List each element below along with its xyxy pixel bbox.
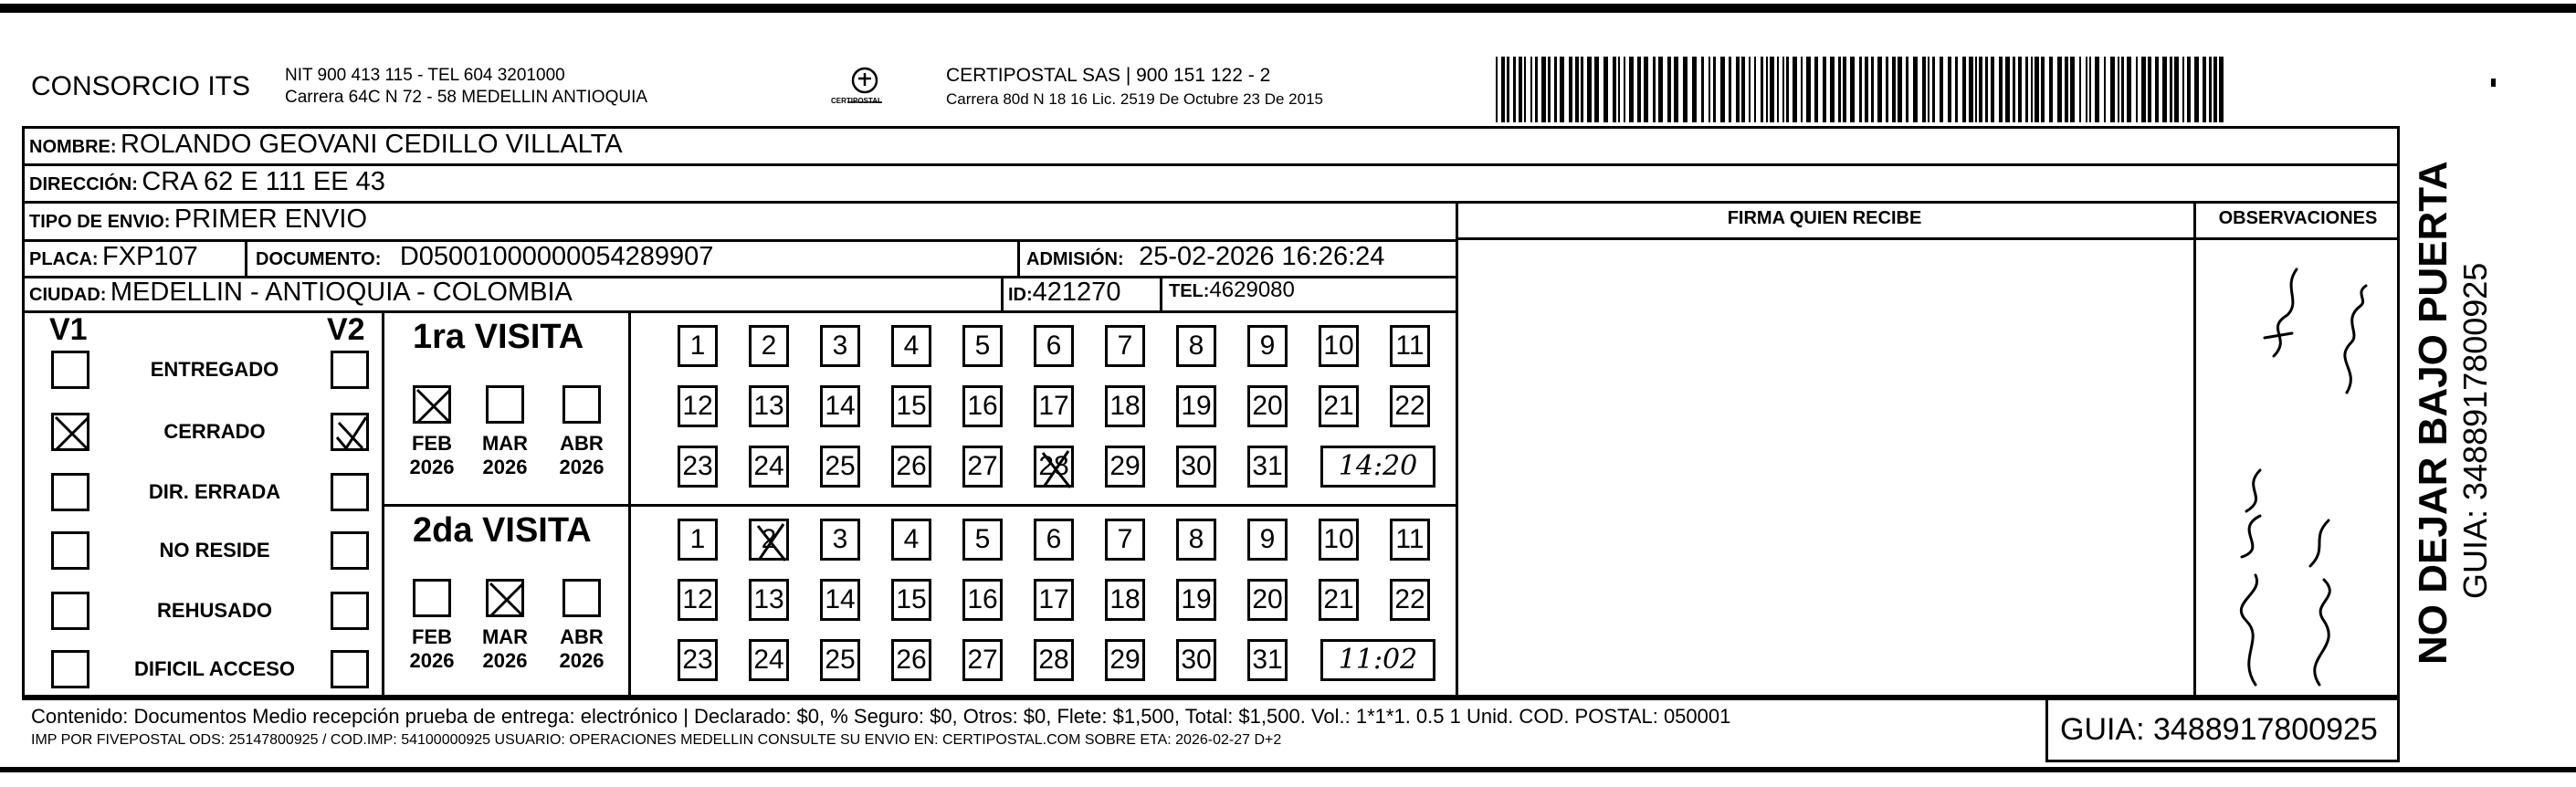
barcode-bar	[2086, 57, 2087, 122]
barcode-bar	[1667, 57, 1671, 122]
tel-label: TEL:	[1169, 281, 1210, 301]
barcode-bar	[2155, 57, 2159, 122]
nombre-row	[29, 130, 623, 160]
barcode-bar	[1501, 57, 1505, 122]
day-box[interactable]: 15	[891, 579, 931, 621]
barcode-bar	[2213, 57, 2217, 122]
day-box[interactable]: 21	[1319, 385, 1359, 427]
v2-header: V2	[327, 312, 365, 347]
barcode-bar	[1806, 57, 1811, 122]
barcode-bar	[2035, 57, 2039, 122]
day-box[interactable]: 26	[891, 639, 931, 681]
tipo-row	[29, 205, 367, 235]
barcode-bar	[1709, 57, 1710, 122]
barcode-bar	[1507, 57, 1509, 122]
day-box[interactable]: 19	[1176, 579, 1216, 621]
barcode-bar	[2089, 57, 2091, 122]
barcode-bar	[1985, 57, 1988, 122]
courier-address: Carrera 80d N 18 16 Lic. 2519 De Octubre 23 De 2015	[946, 90, 1323, 108]
footer-right	[2397, 698, 2400, 761]
tel-value: 4629080	[1209, 278, 1295, 302]
v1-checkbox[interactable]	[51, 531, 89, 570]
barcode-bar	[1865, 57, 1868, 122]
barcode-bar	[2110, 57, 2115, 122]
barcode-bar	[1720, 57, 1725, 122]
barcode-bar	[2095, 57, 2099, 122]
ciudad-label: CIUDAD:	[29, 285, 107, 305]
time-box[interactable]: 14:20	[1320, 446, 1435, 488]
v2-checkbox[interactable]	[331, 351, 369, 389]
barcode-bar	[1692, 57, 1697, 122]
day-box[interactable]: 11	[1390, 519, 1430, 561]
barcode-bar	[1713, 57, 1716, 122]
barcode-bar	[1741, 57, 1745, 122]
month-label: ABR	[560, 625, 604, 648]
barcode-bar	[1770, 57, 1774, 122]
documento-label: DOCUMENTO:	[256, 249, 382, 269]
barcode-bar	[2141, 57, 2146, 122]
day-box[interactable]: 17	[1034, 579, 1074, 621]
footer-bottom	[2045, 760, 2400, 762]
month-label: ABR	[560, 432, 604, 455]
status-label: DIR. ERRADA	[148, 480, 281, 503]
row-divider	[1456, 237, 2400, 240]
barcode-bar	[1838, 57, 1841, 122]
day-box[interactable]: 6	[1034, 325, 1074, 367]
barcode-bar	[1701, 57, 1704, 122]
scan-edge-top	[0, 4, 2576, 13]
barcode-bar	[1594, 57, 1599, 122]
direccion-value: CRA 62 E 111 EE 43	[142, 167, 385, 196]
footer-guia: GUIA: 3488917800925	[2060, 712, 2378, 747]
month-label: MAR	[481, 625, 529, 648]
barcode-bar	[1975, 57, 1977, 122]
admision-value: 25-02-2026 16:26:24	[1139, 242, 1385, 271]
barcode-bar	[1871, 57, 1874, 122]
barcode-bar	[1496, 57, 1498, 122]
barcode-bar	[1877, 57, 1882, 122]
barcode-bar	[1524, 57, 1526, 122]
footer-line-2: IMP POR FIVEPOSTAL ODS: 25147800925 / COD.IMP: 54100000925 USUARIO: OPERACIONES MEDELLIN CONSULTE SU ENVIO EN: CERTIPOSTAL.COM SOBRE ETA: 2026-02-27 D+2	[31, 732, 1282, 748]
barcode-bar	[2065, 57, 2068, 122]
day-box[interactable]: 5	[962, 325, 1003, 367]
day-box[interactable]: 28	[1034, 446, 1074, 488]
v1-checkbox[interactable]	[51, 413, 89, 451]
id-row	[1008, 278, 1120, 308]
barcode-bar	[1613, 57, 1616, 122]
barcode-bar	[1674, 57, 1678, 122]
barcode-bar	[2148, 57, 2151, 122]
logo-text: CERTIPOSTAL	[831, 97, 882, 105]
day-box[interactable]: 16	[962, 385, 1003, 427]
barcode-bar	[2013, 57, 2015, 122]
barcode-bar	[2219, 57, 2224, 122]
id-value: 421270	[1032, 278, 1121, 307]
col-divider	[1001, 276, 1004, 310]
day-box[interactable]: 19	[1176, 385, 1216, 427]
barcode-bar	[1782, 57, 1784, 122]
footer-line-1: Contenido: Documentos Medio recepción prueba de entrega: electrónico | Declarado: $0, % Seguro: $0, Otros: $0, Flete: $1,500, Total: $1,500. Vol.: 1*1*1. 0.5 1 Unid. COD. POSTAL: 050001	[31, 705, 1731, 728]
year-label: 2026	[559, 456, 605, 478]
barcode-bar	[2127, 57, 2131, 122]
barcode-bar	[1541, 57, 1546, 122]
tipo-label: TIPO DE ENVIO:	[29, 212, 171, 232]
v2-checkbox[interactable]	[331, 592, 369, 630]
status-label: ENTREGADO	[150, 358, 279, 381]
barcode-bar	[1777, 57, 1779, 122]
placa-value: FXP107	[102, 242, 198, 271]
day-box[interactable]: 31	[1247, 446, 1288, 488]
month-label: MAR	[481, 432, 529, 455]
day-box[interactable]: 5	[962, 519, 1003, 561]
day-box[interactable]: 20	[1247, 385, 1288, 427]
day-box[interactable]: 3	[820, 519, 860, 561]
col-divider	[1456, 201, 1458, 698]
barcode-bar	[1850, 57, 1855, 122]
day-box[interactable]: 3	[820, 325, 860, 367]
day-box[interactable]: 13	[749, 385, 789, 427]
barcode-bar	[1761, 57, 1763, 122]
v1-checkbox[interactable]	[51, 351, 89, 389]
tel-row	[1169, 278, 1295, 303]
barcode-bar	[1786, 57, 1789, 122]
barcode-bar	[2041, 57, 2045, 122]
barcode-bar	[1754, 57, 1756, 122]
month-checkbox[interactable]	[413, 579, 451, 617]
barcode-bar	[2162, 57, 2167, 122]
day-box[interactable]: 14	[820, 579, 860, 621]
month-checkbox[interactable]	[486, 385, 524, 424]
barcode-bar	[1999, 57, 2003, 122]
barcode-bar	[2018, 57, 2022, 122]
year-label: 2026	[409, 456, 455, 478]
year-label: 2026	[559, 649, 605, 672]
ciudad-value: MEDELLIN - ANTIOQUIA - COLOMBIA	[110, 278, 573, 307]
month-checkbox[interactable]	[413, 385, 451, 424]
day-box[interactable]: 30	[1176, 639, 1216, 681]
barcode-bar	[1644, 57, 1648, 122]
day-box[interactable]: 9	[1247, 519, 1288, 561]
barcode-bar	[2070, 57, 2075, 122]
status-label: CERRADO	[163, 420, 266, 443]
col-divider	[1160, 276, 1162, 310]
company-nit: NIT 900 413 115 - TEL 604 3201000	[285, 66, 565, 85]
barcode-bar	[1519, 57, 1522, 122]
barcode-bar	[1629, 57, 1634, 122]
barcode-bar	[2031, 57, 2033, 122]
month-checkbox[interactable]	[486, 579, 524, 617]
barcode-bar	[2170, 57, 2172, 122]
barcode-bar	[1801, 57, 1803, 122]
status-label: DIFICIL ACCESO	[133, 657, 295, 680]
day-box[interactable]: 27	[962, 639, 1003, 681]
barcode-bar	[1653, 57, 1656, 122]
day-box[interactable]: 1	[678, 325, 718, 367]
barcode-bar	[1928, 57, 1929, 122]
v1-checkbox[interactable]	[51, 473, 89, 511]
day-box[interactable]: 23	[678, 639, 718, 681]
nombre-label: NOMBRE:	[29, 137, 117, 157]
day-box[interactable]: 8	[1176, 325, 1216, 367]
day-box[interactable]: 16	[962, 579, 1003, 621]
barcode-bar	[1624, 57, 1625, 122]
company-name: CONSORCIO ITS	[31, 71, 251, 101]
month-label: FEB	[412, 432, 452, 455]
v1-header: V1	[49, 312, 88, 347]
day-box[interactable]: 15	[891, 385, 931, 427]
admision-label: ADMISIÓN:	[1026, 249, 1124, 269]
month-label: FEB	[412, 625, 452, 648]
company-address: Carrera 64C N 72 - 58 MEDELLIN ANTIOQUIA	[285, 88, 648, 107]
day-box[interactable]: 18	[1105, 579, 1145, 621]
barcode-bar	[2025, 57, 2028, 122]
barcode-bar	[1560, 57, 1564, 122]
barcode-bar	[1658, 57, 1663, 122]
barcode-bar	[1898, 57, 1902, 122]
day-box[interactable]: 12	[678, 385, 718, 427]
day-box[interactable]: 27	[962, 446, 1003, 488]
courier-name: CERTIPOSTAL SAS | 900 151 122 - 2	[946, 65, 1271, 86]
day-box[interactable]: 20	[1247, 579, 1288, 621]
direccion-label: DIRECCIÓN:	[29, 174, 138, 194]
barcode-bar	[2118, 57, 2119, 122]
day-box[interactable]: 8	[1176, 519, 1216, 561]
col-divider	[245, 239, 247, 276]
placa-label: PLACA:	[29, 249, 99, 269]
day-box[interactable]: 13	[749, 579, 789, 621]
side-warning: NO DEJAR BAJO PUERTA	[2411, 161, 2455, 665]
barcode-bar	[1569, 57, 1572, 122]
barcode-bar	[2187, 57, 2191, 122]
day-box[interactable]: 2	[749, 325, 789, 367]
barcode-bar	[1749, 57, 1751, 122]
barcode-bar	[1618, 57, 1620, 122]
day-box[interactable]: 24	[749, 446, 789, 488]
barcode-bar	[1991, 57, 1994, 122]
day-box[interactable]: 23	[678, 446, 718, 488]
barcode-bar	[1513, 57, 1516, 122]
day-box[interactable]: 11	[1390, 325, 1430, 367]
v2-checkbox[interactable]	[331, 650, 369, 688]
barcode-bar	[1554, 57, 1557, 122]
barcode-bar	[2203, 57, 2206, 122]
day-box[interactable]: 30	[1176, 446, 1216, 488]
v2-checkbox[interactable]	[331, 413, 369, 451]
year-label: 2026	[482, 649, 528, 672]
direccion-row	[29, 167, 385, 197]
scan-speck	[2491, 79, 2496, 87]
day-box[interactable]: 10	[1319, 325, 1359, 367]
day-box[interactable]: 29	[1105, 639, 1145, 681]
barcode-bar	[2121, 57, 2124, 122]
status-label: NO RESIDE	[159, 539, 270, 561]
barcode-bar	[1548, 57, 1551, 122]
barcode-bar	[1830, 57, 1835, 122]
row-divider	[22, 163, 2400, 166]
admision-row	[1026, 242, 1384, 272]
barcode-bar	[1581, 57, 1583, 122]
barcode-bar	[2194, 57, 2199, 122]
ciudad-row	[29, 278, 573, 308]
barcode-bar	[1587, 57, 1592, 122]
day-box[interactable]: 22	[1390, 385, 1430, 427]
barcode-bar	[1793, 57, 1797, 122]
day-box[interactable]: 14	[820, 385, 860, 427]
day-box[interactable]: 2	[749, 519, 789, 561]
barcode-bar	[1736, 57, 1740, 122]
year-label: 2026	[409, 649, 455, 672]
first-visit-label: 1ra VISITA	[413, 318, 584, 356]
time-box[interactable]: 11:02	[1320, 639, 1435, 681]
v1-checkbox[interactable]	[51, 592, 89, 630]
barcode-bar	[1530, 57, 1532, 122]
footer-divider	[2045, 698, 2048, 761]
barcode-bar	[1823, 57, 1826, 122]
day-box[interactable]: 12	[678, 579, 718, 621]
observaciones-label: OBSERVACIONES	[2218, 208, 2378, 228]
day-box[interactable]: 1	[678, 519, 718, 561]
v2-checkbox[interactable]	[331, 531, 369, 570]
col-divider	[2193, 201, 2196, 698]
nombre-value: ROLANDO GEOVANI CEDILLO VILLALTA	[121, 130, 623, 159]
barcode-bar	[1906, 57, 1908, 122]
barcode-bar	[1969, 57, 1973, 122]
id-label: ID:	[1008, 285, 1033, 305]
barcode-bar	[2079, 57, 2081, 122]
firma-label: FIRMA QUIEN RECIBE	[1727, 208, 1922, 228]
barcode-bar	[2049, 57, 2053, 122]
documento-value: D05001000000054289907	[399, 242, 714, 271]
barcode-bar	[1955, 57, 1958, 122]
barcode-bar	[1922, 57, 1926, 122]
barcode-bar	[2174, 57, 2179, 122]
barcode-bar	[1859, 57, 1862, 122]
day-box[interactable]: 21	[1319, 579, 1359, 621]
day-box[interactable]: 29	[1105, 446, 1145, 488]
barcode	[1496, 57, 2226, 122]
barcode-bar	[1814, 57, 1818, 122]
row-divider	[22, 201, 2400, 204]
day-box[interactable]: 31	[1247, 639, 1288, 681]
barcode-bar	[1575, 57, 1579, 122]
barcode-bar	[2104, 57, 2106, 122]
barcode-bar	[1843, 57, 1846, 122]
barcode-bar	[1932, 57, 1935, 122]
day-box[interactable]: 9	[1247, 325, 1288, 367]
month-checkbox[interactable]	[563, 579, 601, 617]
barcode-bar	[1962, 57, 1966, 122]
barcode-bar	[1979, 57, 1982, 122]
day-box[interactable]: 10	[1319, 519, 1359, 561]
day-box[interactable]: 25	[820, 446, 860, 488]
day-box[interactable]: 17	[1034, 385, 1074, 427]
status-label: REHUSADO	[157, 599, 272, 622]
barcode-bar	[2136, 57, 2138, 122]
barcode-bar	[1683, 57, 1688, 122]
day-box[interactable]: 18	[1105, 385, 1145, 427]
year-label: 2026	[482, 456, 528, 478]
day-box[interactable]: 4	[891, 325, 931, 367]
barcode-bar	[2005, 57, 2010, 122]
barcode-bar	[1892, 57, 1896, 122]
row-divider	[22, 310, 1457, 313]
barcode-bar	[2209, 57, 2212, 122]
day-box[interactable]: 24	[749, 639, 789, 681]
documento-row	[256, 242, 713, 272]
placa-row	[29, 242, 198, 272]
day-box[interactable]: 6	[1034, 519, 1074, 561]
tipo-value: PRIMER ENVIO	[173, 205, 368, 234]
barcode-bar	[2057, 57, 2062, 122]
side-guia: GUIA: 3488917800925	[2456, 262, 2494, 599]
day-box[interactable]: 7	[1105, 325, 1145, 367]
barcode-bar	[1766, 57, 1768, 122]
v2-checkbox[interactable]	[331, 473, 369, 511]
day-box[interactable]: 28	[1034, 639, 1074, 681]
barcode-bar	[1535, 57, 1538, 122]
barcode-bar	[1603, 57, 1608, 122]
barcode-bar	[2182, 57, 2184, 122]
barcode-bar	[1948, 57, 1951, 122]
barcode-bar	[1940, 57, 1943, 122]
day-box[interactable]: 26	[891, 446, 931, 488]
barcode-bar	[1913, 57, 1918, 122]
scan-edge-bottom	[0, 767, 2576, 772]
row-divider	[22, 698, 2400, 700]
month-checkbox[interactable]	[563, 385, 601, 424]
visit-divider	[382, 504, 1457, 507]
day-box[interactable]: 4	[891, 519, 931, 561]
second-visit-label: 2da VISITA	[413, 511, 592, 550]
v1-checkbox[interactable]	[51, 650, 89, 688]
barcode-bar	[1729, 57, 1731, 122]
day-box[interactable]: 22	[1390, 579, 1430, 621]
col-divider	[1017, 239, 1020, 276]
day-box[interactable]: 7	[1105, 519, 1145, 561]
barcode-bar	[1637, 57, 1641, 122]
barcode-bar	[1886, 57, 1888, 122]
day-box[interactable]: 25	[820, 639, 860, 681]
